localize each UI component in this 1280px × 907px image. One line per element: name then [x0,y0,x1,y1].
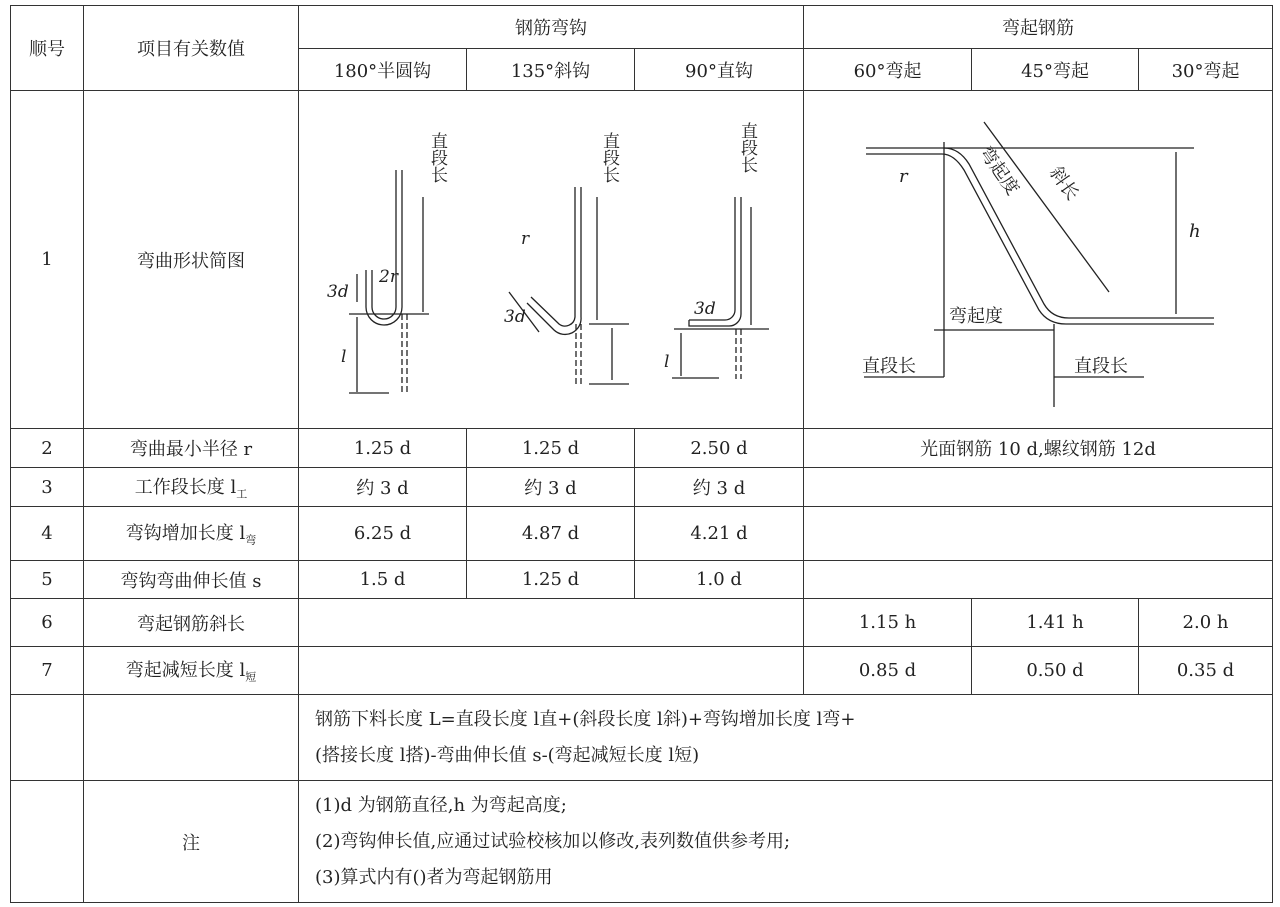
row-no: 6 [11,599,84,647]
cell: 1.0 d [635,561,804,599]
cell: 4.87 d [467,507,635,561]
label-3d: 3d [504,306,526,327]
item-text: 弯钩增加长度 l [125,523,246,545]
row-no: 3 [11,468,84,507]
hook-diagram-svg [299,92,804,428]
label-bend-degree: 弯起度 [974,142,1024,199]
cell: 0.85 d [804,647,972,695]
sub-header: 30°弯起 [1139,49,1273,91]
note-line: (1)d 为钢筋直径,h 为弯起高度; [315,794,567,816]
sub-header: 45°弯起 [972,49,1139,91]
subscript: 短 [245,670,257,684]
row-no: 5 [11,561,84,599]
label-straight: 直段长 [427,131,447,183]
note-label: 注 [84,781,299,903]
sub-header: 90°直钩 [635,49,804,91]
cell: 0.50 d [972,647,1139,695]
header-item: 项目有关数值 [84,6,299,91]
label-3d: 3d [327,281,349,302]
sub-header: 135°斜钩 [467,49,635,91]
cell: 4.21 d [635,507,804,561]
label-bend-degree: 弯起度 [949,305,1004,327]
bent-diagram-svg [804,92,1272,428]
cell [804,507,1273,561]
label-r: r [899,165,908,187]
hook-diagrams [299,91,804,429]
item-text: 弯起减短长度 l [125,660,246,682]
cell: 2.0 h [1139,599,1273,647]
note-line: (3)算式内有()者为弯起钢筋用 [315,866,553,888]
label-straight: 直段长 [599,131,619,183]
row-item: 弯钩弯曲伸长值 s [84,561,299,599]
cell: 1.41 h [972,599,1139,647]
label-3d: 3d [694,298,716,319]
cell: 1.5 d [299,561,467,599]
cell [299,599,804,647]
cell [804,468,1273,507]
cell [84,695,299,781]
label-h: h [1189,220,1201,242]
subscript: 工 [236,487,248,501]
formula-line: 钢筋下料长度 L=直段长度 l直+(斜段长度 l斜)+弯钩增加长度 l弯+ [315,708,856,730]
rebar-table [10,5,1273,903]
label-r: r [521,228,530,249]
notes [299,781,1273,903]
row-no: 1 [11,91,84,429]
cell: 光面钢筋 10 d,螺纹钢筋 12d [804,429,1273,468]
cell: 6.25 d [299,507,467,561]
label-2r: 2r [379,266,398,287]
label-l-bend: l [341,346,347,367]
row-no: 7 [11,647,84,695]
cell [299,647,804,695]
row-no: 4 [11,507,84,561]
cell [804,561,1273,599]
row-item: 弯起钢筋斜长 [84,599,299,647]
cell: 0.35 d [1139,647,1273,695]
sub-header: 180°半圆钩 [299,49,467,91]
label-l-bend: l [664,351,670,372]
label-straight: 直段长 [737,121,757,173]
header-no: 顺号 [11,6,84,91]
cell: 1.25 d [467,561,635,599]
item-text: 工作段长度 l [134,476,237,498]
cell [11,781,84,903]
formula-line: (搭接长度 l搭)-弯曲伸长值 s-(弯起减短长度 l短) [315,744,700,766]
label-slant: 斜长 [1044,162,1083,204]
header-hooks: 钢筋弯钩 [299,6,804,49]
bent-bar-diagram [804,91,1273,429]
cell: 1.25 d [467,429,635,468]
cell [11,695,84,781]
cell: 约 3 d [299,468,467,507]
cell: 2.50 d [635,429,804,468]
row-item [84,468,299,507]
cell: 1.15 h [804,599,972,647]
row-no: 2 [11,429,84,468]
row-item [84,507,299,561]
label-straight: 直段长 [862,355,917,377]
cell: 1.25 d [299,429,467,468]
cell: 约 3 d [467,468,635,507]
sub-header: 60°弯起 [804,49,972,91]
cell: 约 3 d [635,468,804,507]
label-straight: 直段长 [1074,355,1129,377]
row-item [84,647,299,695]
subscript: 弯 [245,533,257,547]
header-bent: 弯起钢筋 [804,6,1273,49]
row-item: 弯曲形状简图 [84,91,299,429]
row-item: 弯曲最小半径 r [84,429,299,468]
formula [299,695,1273,781]
note-line: (2)弯钩伸长值,应通过试验校核加以修改,表列数值供参考用; [315,830,791,852]
